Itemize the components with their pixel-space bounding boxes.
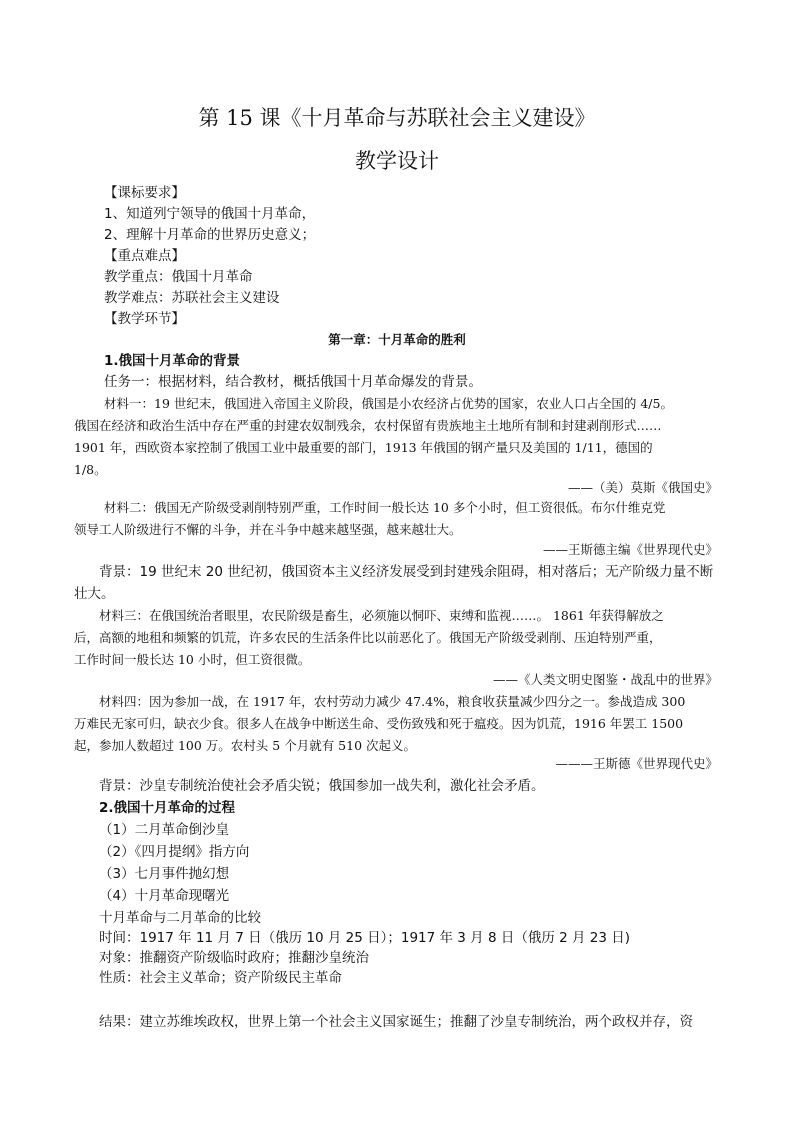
material-three-line-3: 工作时间一般长达 10 小时，但工资很微。 xyxy=(74,652,311,667)
comparison-title: 十月革命与二月革命的比较 xyxy=(99,910,261,926)
process-item-2: （2）《四月提纲》指方向 xyxy=(99,844,250,860)
material-two-source: ——王斯德主编《世界现代史》 xyxy=(542,542,718,557)
material-one-line-3: 1901 年，西欧资本家控制了俄国工业中最重要的部门，1913 年俄国的钢产量只及美国的 1/11，德国的 xyxy=(74,440,653,455)
material-three-line-1: 材料三：在俄国统治者眼里，农民阶级是畜生，必须施以恫吓、束缚和监视……。 1861 年获得解放之 xyxy=(99,608,664,623)
material-one-line-1: 材料一：19 世纪末，俄国进入帝国主义阶段，俄国是小农经济占优势的国家，农业人口占全国的 4/5。 xyxy=(104,396,673,411)
background-one-line-2: 壮大。 xyxy=(74,586,115,602)
material-one-source: ——（美）莫斯《俄国史》 xyxy=(567,480,718,495)
comparison-result: 结果：建立苏维埃政权，世界上第一个社会主义国家诞生；推翻了沙皇专制统治，两个政权并存，资 xyxy=(99,1014,693,1030)
page-title: 第 15 课《十月革命与苏联社会主义建设》 xyxy=(198,106,596,130)
page-subtitle: 教学设计 xyxy=(355,149,439,173)
requirement-item-1: 1、知道列宁领导的俄国十月革命， xyxy=(104,206,316,222)
process-item-1: （1）二月革命倒沙皇 xyxy=(99,822,230,838)
material-one-line-4: 1/8。 xyxy=(74,462,107,477)
teaching-steps-heading: 【教学环节】 xyxy=(104,311,185,327)
material-four-source: ———王斯德《世界现代史》 xyxy=(555,756,718,771)
material-four-line-1: 材料四：因为参加一战，在 1917 年，农村劳动力减少 47.4%，粮食收获量减少四分之一。参战造成 300 xyxy=(99,694,686,709)
material-one-line-2: 俄国在经济和政治生活中存在严重的封建农奴制残余，农村保留有贵族地主土地所有制和封建剥削形式…… xyxy=(74,418,662,433)
comparison-nature: 性质：社会主义革命；资产阶级民主革命 xyxy=(99,970,342,986)
chapter-title: 第一章：十月革命的胜利 xyxy=(328,332,466,347)
teaching-difficulty: 教学难点：苏联社会主义建设 xyxy=(104,290,280,306)
section2-heading: 2.俄国十月革命的过程 xyxy=(99,800,236,816)
material-four-line-3: 起，参加人数超过 100 万。农村头 5 个月就有 510 次起义。 xyxy=(74,738,417,753)
teaching-focus: 教学重点：俄国十月革命 xyxy=(104,269,253,285)
requirements-heading: 【课标要求】 xyxy=(104,185,185,201)
comparison-time: 时间：1917 年 11 月 7 日（俄历 10 月 25 日）；1917 年 3 月 8 日（俄历 2 月 23 日) xyxy=(99,930,631,946)
material-two-line-2: 领导工人阶级进行不懈的斗争，并在斗争中越来越坚强，越来越壮大。 xyxy=(74,522,462,537)
background-two: 背景：沙皇专制统治使社会矛盾尖锐；俄国参加一战失利，激化社会矛盾。 xyxy=(99,778,545,794)
comparison-target: 对象：推翻资产阶级临时政府；推翻沙皇统治 xyxy=(99,950,369,966)
material-three-line-2: 后，高额的地租和频繁的饥荒，许多农民的生活条件比以前恶化了。俄国无产阶级受剥削、压迫特别严重， xyxy=(74,630,662,645)
material-two-line-1: 材料二：俄国无产阶级受剥削特别严重，工作时间一般长达 10 多个小时，但工资很低。布尔什维克党 xyxy=(104,500,666,515)
requirement-item-2: 2、理解十月革命的世界历史意义； xyxy=(104,227,316,243)
section1-heading: 1.俄国十月革命的背景 xyxy=(104,353,241,369)
process-item-3: （3）七月事件抛幻想 xyxy=(99,866,230,882)
task-one: 任务一：根据材料，结合教材，概括俄国十月革命爆发的背景。 xyxy=(104,374,482,390)
process-item-4: （4）十月革命现曙光 xyxy=(99,888,230,904)
material-four-line-2: 万难民无家可归，缺衣少食。很多人在战争中断送生命、受伤致残和死于瘟疫。因为饥荒，1916 年罢工 1500 xyxy=(74,716,684,731)
material-three-source: ——《人类文明史图鉴・战乱中的世界》 xyxy=(492,672,718,687)
background-one-line-1: 背景：19 世纪末 20 世纪初，俄国资本主义经济发展受到封建残余阻碍，相对落后；无产阶级力量不断 xyxy=(99,564,714,580)
key-points-heading: 【重点难点】 xyxy=(104,248,185,264)
